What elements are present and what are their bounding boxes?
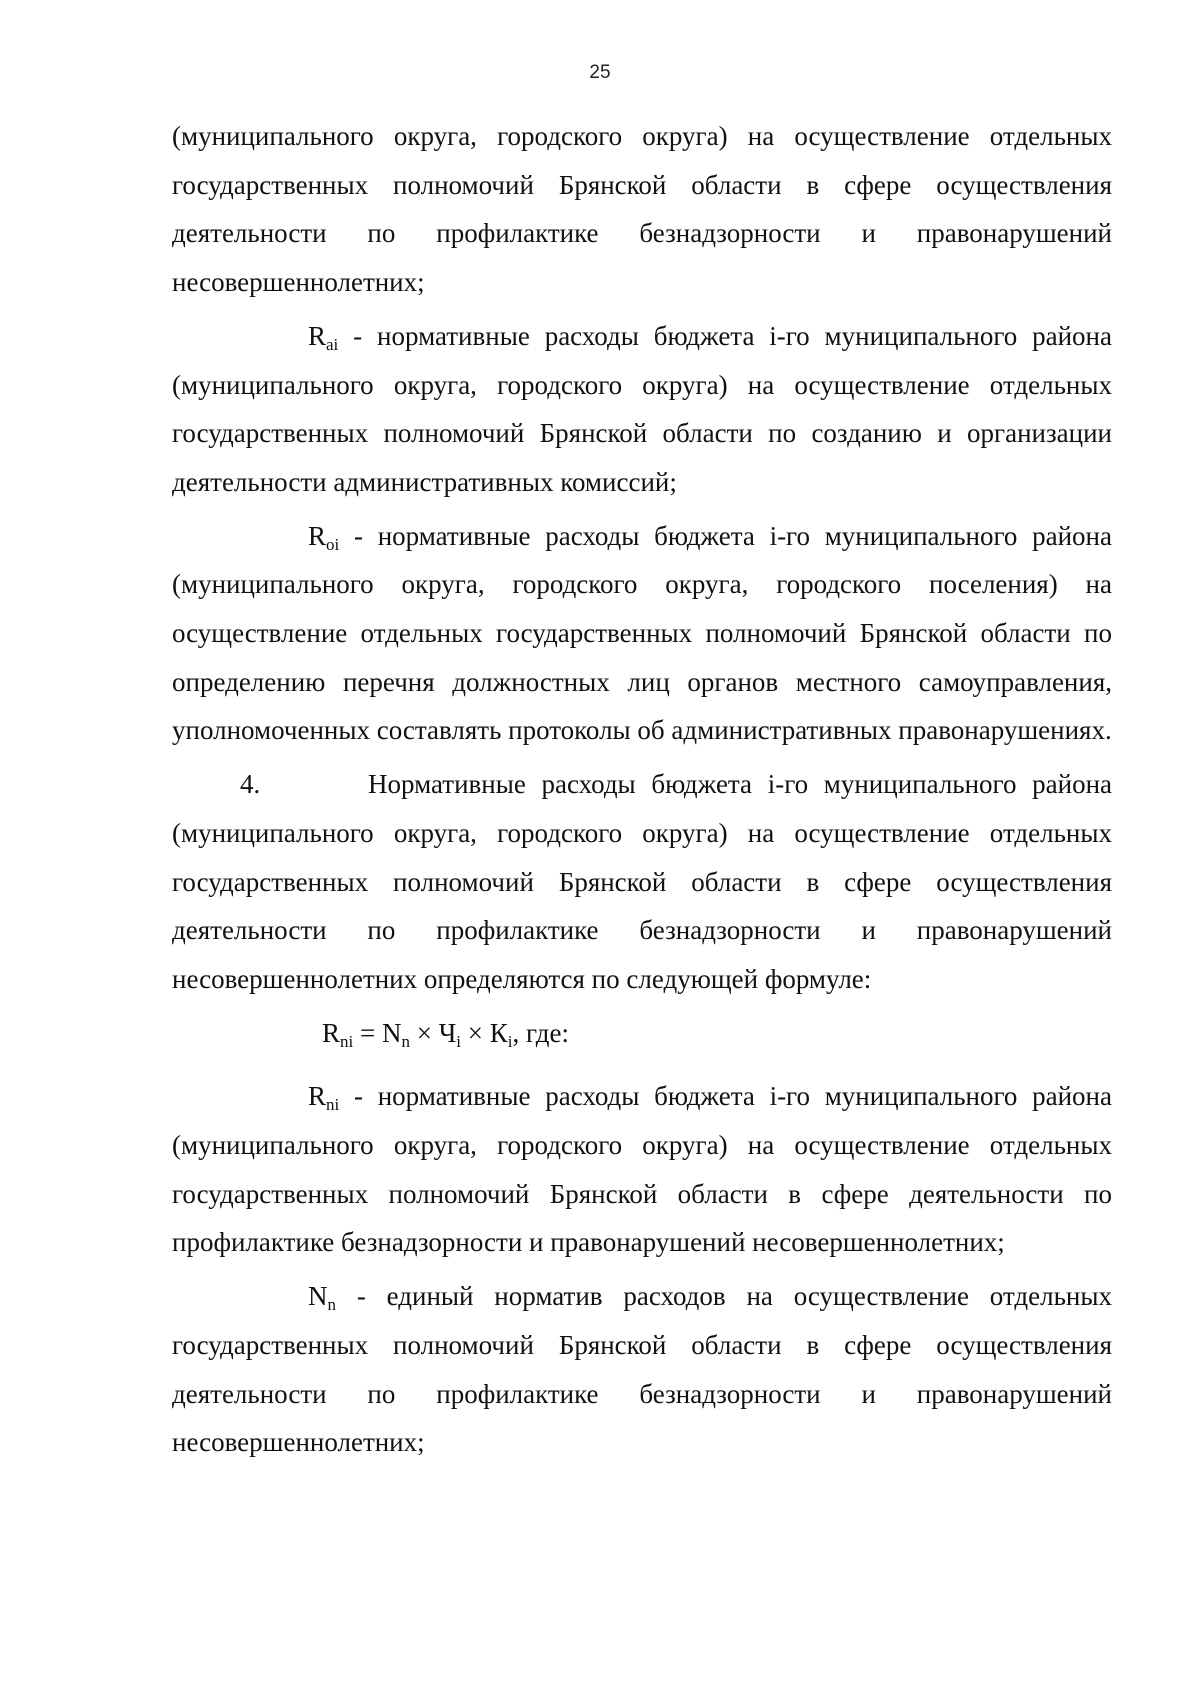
paragraph-roi-definition: [172, 512, 1112, 756]
variable-rai: $R_{ai}$: [308, 320, 339, 354]
variable-rni: $R_{ni}$: [308, 1081, 340, 1115]
paragraph-rni-definition: [172, 1072, 1112, 1267]
item-number: 4.: [240, 769, 261, 800]
formula: $R_{ni} = N_n \times Ч_i \times К_i$, где:: [322, 1017, 569, 1051]
variable-roi: $R_{oi}$: [308, 520, 340, 554]
variable-nn: $N_n$: [308, 1281, 336, 1315]
paragraph-nn-definition: [172, 1272, 1112, 1467]
item-4-text: Нормативные расходы бюджета i-го муниципального района (муниципального округа, городского округа) на осуществление отдельных государственных полномочий Брянской области в сфере осуществления деятельности по профилактике безнадзорности и правонарушений несовершеннолетних определяются по следующей формуле:: [172, 769, 1112, 994]
paragraph-item-4: [172, 760, 1112, 1004]
paragraph-rai-definition: [172, 312, 1112, 507]
roi-definition-text: - нормативные расходы бюджета i-го муниципального района (муниципального округа, городского округа, городского поселения) на осуществление отдельных государственных полномочий Брянской области по определению перечня должностных лиц органов местного самоуправления, уполномоченных составлять протоколы об административных правонарушениях.: [172, 520, 1112, 746]
document-body: [172, 112, 1112, 1472]
rni-definition-text: - нормативные расходы бюджета i-го муниципального района (муниципального округа, городского округа) на осуществление отдельных государственных полномочий Брянской области в сфере деятельности по профилактике безнадзорности и правонарушений несовершеннолетних;: [172, 1081, 1112, 1258]
rai-definition-text: - нормативные расходы бюджета i-го муниципального района (муниципального округа, городского округа) на осуществление отдельных государственных полномочий Брянской области по созданию и организации деятельности административных комиссий;: [172, 320, 1112, 497]
page-number: 25: [589, 62, 611, 83]
nn-definition-text: - единый норматив расходов на осуществление отдельных государственных полномочий Брянской области в сфере осуществления деятельности по профилактике безнадзорности и правонарушений несовершеннолетних;: [172, 1281, 1112, 1458]
paragraph-continuation: (муниципального округа, городского округа) на осуществление отдельных государственных полномочий Брянской области в сфере осуществления деятельности по профилактике безнадзорности и правонарушений несовершеннолетних;: [172, 121, 1112, 298]
